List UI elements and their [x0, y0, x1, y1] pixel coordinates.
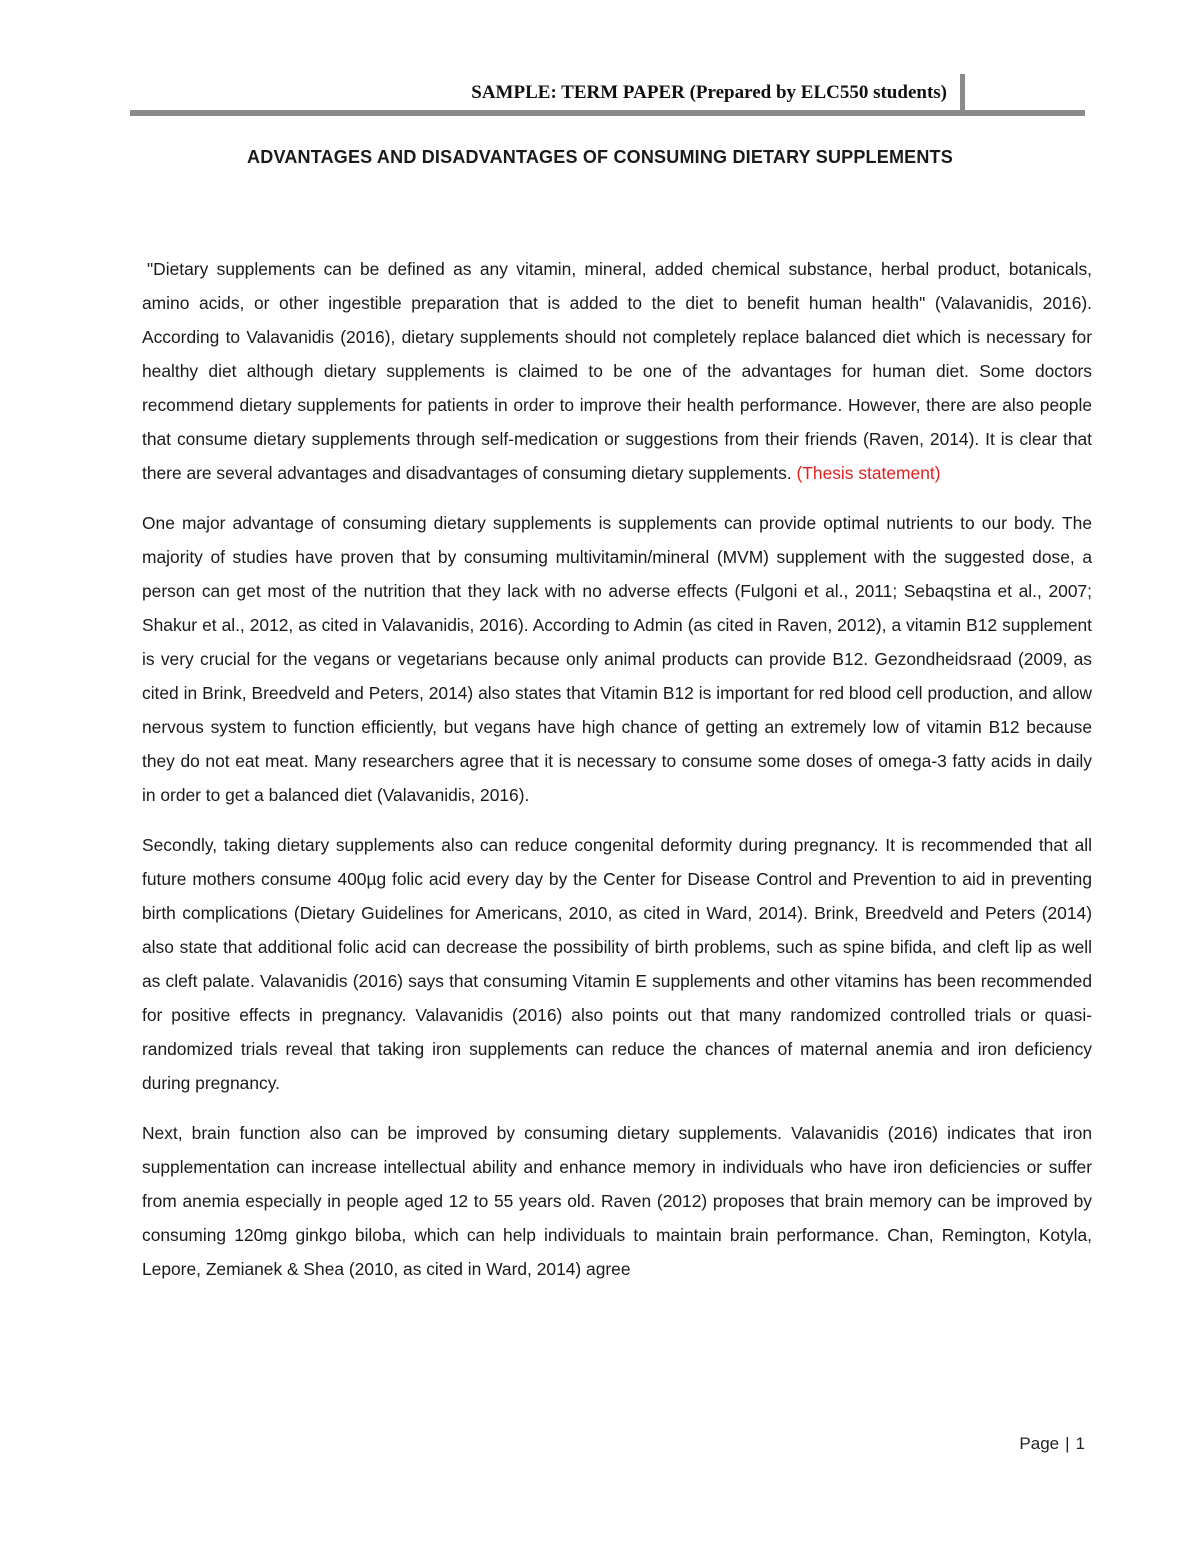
document-title: ADVANTAGES AND DISADVANTAGES OF CONSUMING DIETARY SUPPLEMENTS — [247, 147, 953, 167]
document-body — [142, 252, 1092, 1302]
header-vertical-rule — [960, 74, 965, 110]
header-text: SAMPLE: TERM PAPER (Prepared by ELC550 students) — [471, 82, 947, 103]
paragraph-brain-function: Next, brain function also can be improved by consuming dietary supplements. Valavanidis (2016) indicates that iron supplementation can increase intellectual ability and enhance memory in individuals who have iron deficiencies or suffer from anemia especially in people aged 12 to 55 years old. Raven (2012) proposes that brain memory can be improved by consuming 120mg ginkgo biloba, which can help individuals to maintain brain performance. Chan, Remington, Kotyla, Lepore, Zemianek & Shea (2010, as cited in Ward, 2014) agree — [142, 1123, 1092, 1279]
page-header — [130, 74, 1085, 118]
page-label: Page — [1019, 1434, 1060, 1453]
thesis-statement-label: (Thesis statement) — [796, 463, 941, 483]
paragraph-introduction — [142, 252, 1092, 490]
header-horizontal-rule — [130, 110, 1085, 116]
intro-text: "Dietary supplements can be defined as any vitamin, mineral, added chemical substance, herbal product, botanicals, amino acids, or other ingestible preparation that is added to the diet to benefit human health" (Valavanidis, 2016). According to Valavanidis (2016), dietary supplements should not completely replace balanced diet which is necessary for healthy diet although dietary supplements is claimed to be one of the advantages for human diet. Some doctors recommend dietary supplements for patients in order to improve their health performance. However, there are also people that consume dietary supplements through self-medication or suggestions from their friends (Raven, 2014). It is clear that there are several advantages and disadvantages of consuming dietary supplements. — [142, 259, 1092, 483]
paragraph-optimal-nutrients: One major advantage of consuming dietary supplements is supplements can provide optimal nutrients to our body. The majority of studies have proven that by consuming multivitamin/mineral (MVM) supplement with the suggested dose, a person can get most of the nutrition that they lack with no adverse effects (Fulgoni et al., 2011; Sebaqstina et al., 2007; Shakur et al., 2012, as cited in Valavanidis, 2016). According to Admin (as cited in Raven, 2012), a vitamin B12 supplement is very crucial for the vegans or vegetarians because only animal products can provide B12. Gezondheidsraad (2009, as cited in Brink, Breedveld and Peters, 2014) also states that Vitamin B12 is important for red blood cell production, and allow nervous system to function efficiently, but vegans have high chance of getting an extremely low of vitamin B12 because they do not eat meat. Many researchers agree that it is necessary to consume some doses of omega-3 fatty acids in daily in order to get a balanced diet (Valavanidis, 2016). — [142, 513, 1092, 805]
page-number: 1 — [1075, 1434, 1085, 1453]
paragraph-pregnancy: Secondly, taking dietary supplements also can reduce congenital deformity during pregnancy. It is recommended that all future mothers consume 400µg folic acid every day by the Center for Disease Control and Prevention to aid in preventing birth complications (Dietary Guidelines for Americans, 2010, as cited in Ward, 2014). Brink, Breedveld and Peters (2014) also state that additional folic acid can decrease the possibility of birth problems, such as spine bifida, and cleft lip as well as cleft palate. Valavanidis (2016) says that consuming Vitamin E supplements and other vitamins has been recommended for positive effects in pregnancy. Valavanidis (2016) also points out that many randomized controlled trials or quasi-randomized trials reveal that taking iron supplements can reduce the chances of maternal anemia and iron deficiency during pregnancy. — [142, 835, 1092, 1093]
page-separator: | — [1065, 1434, 1070, 1453]
page-footer — [1019, 1434, 1085, 1454]
